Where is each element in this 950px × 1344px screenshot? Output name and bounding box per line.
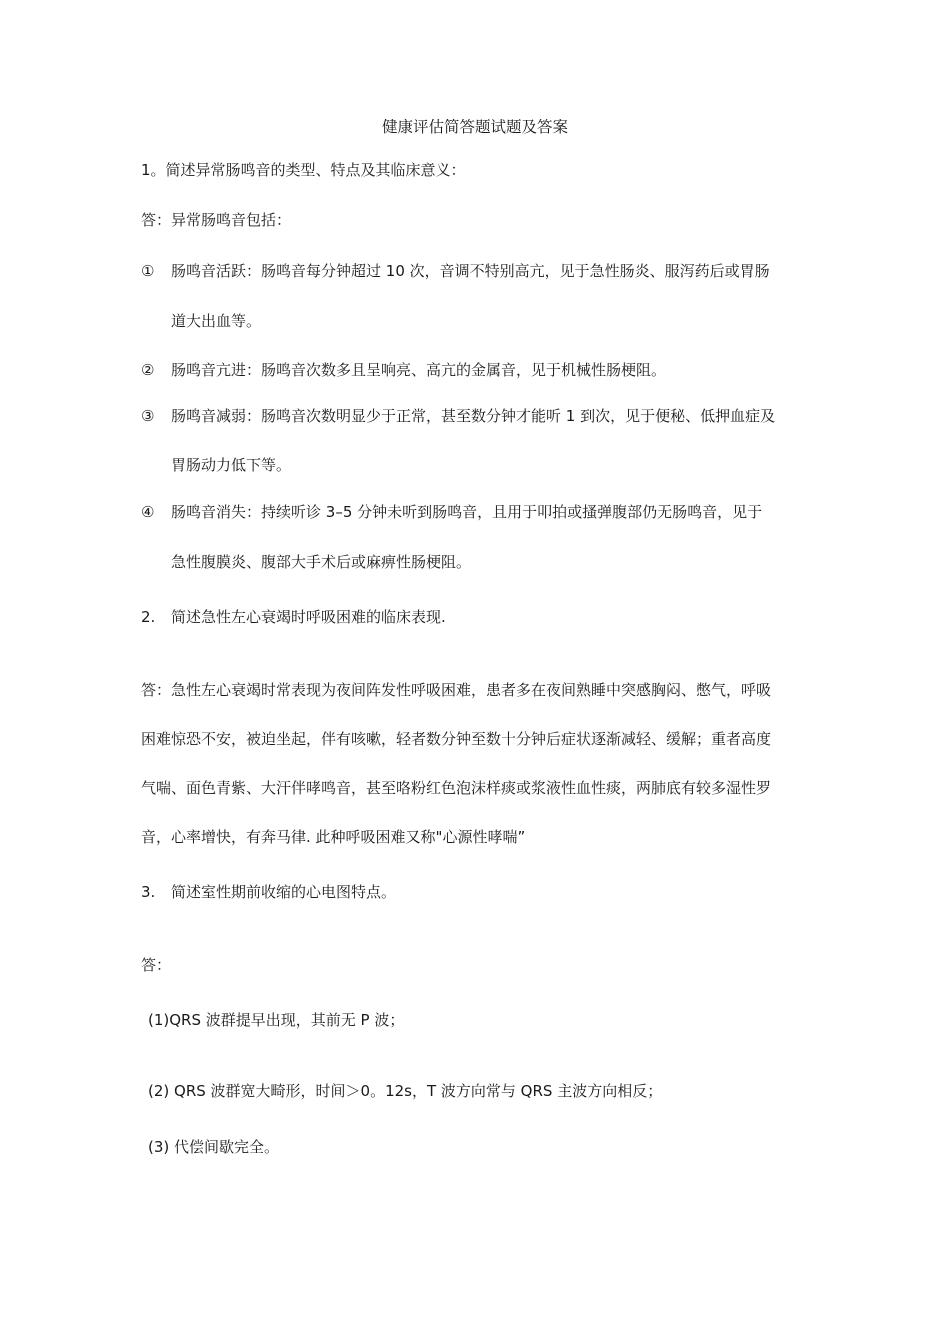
item-marker: ③ [141, 407, 155, 425]
item-text: 肠鸣音减弱：肠鸣音次数明显少于正常，甚至数分钟才能听 1 到次，见于便秘、低押血症及 [171, 407, 776, 425]
question-1: 1。简述异常肠鸣音的类型、特点及其临床意义： [141, 161, 466, 179]
answer-2-line-1: 答：急性左心衰竭时常表现为夜间阵发性呼吸困难，患者多在夜间熟睡中突感胸闷、憋气，呼吸 [141, 681, 772, 699]
answer-1-item-2 [141, 360, 666, 380]
question-number: 3. [141, 883, 156, 901]
answer-3-item-3: (3) 代偿间歇完全。 [148, 1138, 280, 1156]
question-3 [141, 882, 396, 902]
answer-1-item-4-cont: 急性腹膜炎、腹部大手术后或麻痹性肠梗阻。 [171, 553, 472, 571]
item-text: 肠鸣音亢进：肠鸣音次数多且呈响亮、高亢的金属音，见于机械性肠梗阻。 [171, 361, 667, 379]
answer-1-item-4 [141, 502, 762, 522]
answer-1-intro: 答：异常肠鸣音包括： [141, 211, 292, 229]
answer-1-item-3 [141, 406, 775, 426]
question-number: 2. [141, 608, 156, 626]
item-marker: ① [141, 262, 155, 280]
question-text: 简述室性期前收缩的心电图特点。 [171, 883, 397, 901]
question-2 [141, 607, 446, 627]
answer-2-line-4: 音，心率增快，有奔马律. 此种呼吸困难又称"心源性哮喘” [141, 828, 526, 846]
answer-1-item-1 [141, 261, 770, 281]
answer-1-item-1-cont: 道大出血等。 [171, 312, 262, 330]
item-text: 肠鸣音消失：持续听诊 3–5 分钟未听到肠鸣音，且用于叩拍或搔弹腹部仍无肠鸣音，见于 [171, 503, 763, 521]
answer-3-item-1: (1)QRS 波群提早出现，其前无 P 波； [148, 1011, 405, 1029]
answer-2-line-3: 气喘、面色青紫、大汗伴哮鸣音，甚至咯粉红色泡沫样痰或浆液性血性痰，两肺底有较多湿性罗 [141, 779, 772, 797]
answer-3-intro: 答： [141, 956, 172, 974]
answer-1-item-3-cont: 胃肠动力低下等。 [171, 456, 292, 474]
item-marker: ④ [141, 503, 155, 521]
answer-3-item-2: (2) QRS 波群宽大畸形，时间＞0。12s，T 波方向常与 QRS 主波方向相反； [148, 1082, 663, 1100]
page-title: 健康评估简答题试题及答案 [381, 118, 568, 136]
question-text: 简述急性左心衰竭时呼吸困难的临床表现. [171, 608, 446, 626]
item-marker: ② [141, 361, 155, 379]
item-text: 肠鸣音活跃：肠鸣音每分钟超过 10 次，音调不特别高亢，见于急性肠炎、服泻药后或胃肠 [171, 262, 770, 280]
answer-2-line-2: 困难惊恐不安，被迫坐起，伴有咳嗽，轻者数分钟至数十分钟后症状逐渐减轻、缓解；重者高度 [141, 730, 772, 748]
